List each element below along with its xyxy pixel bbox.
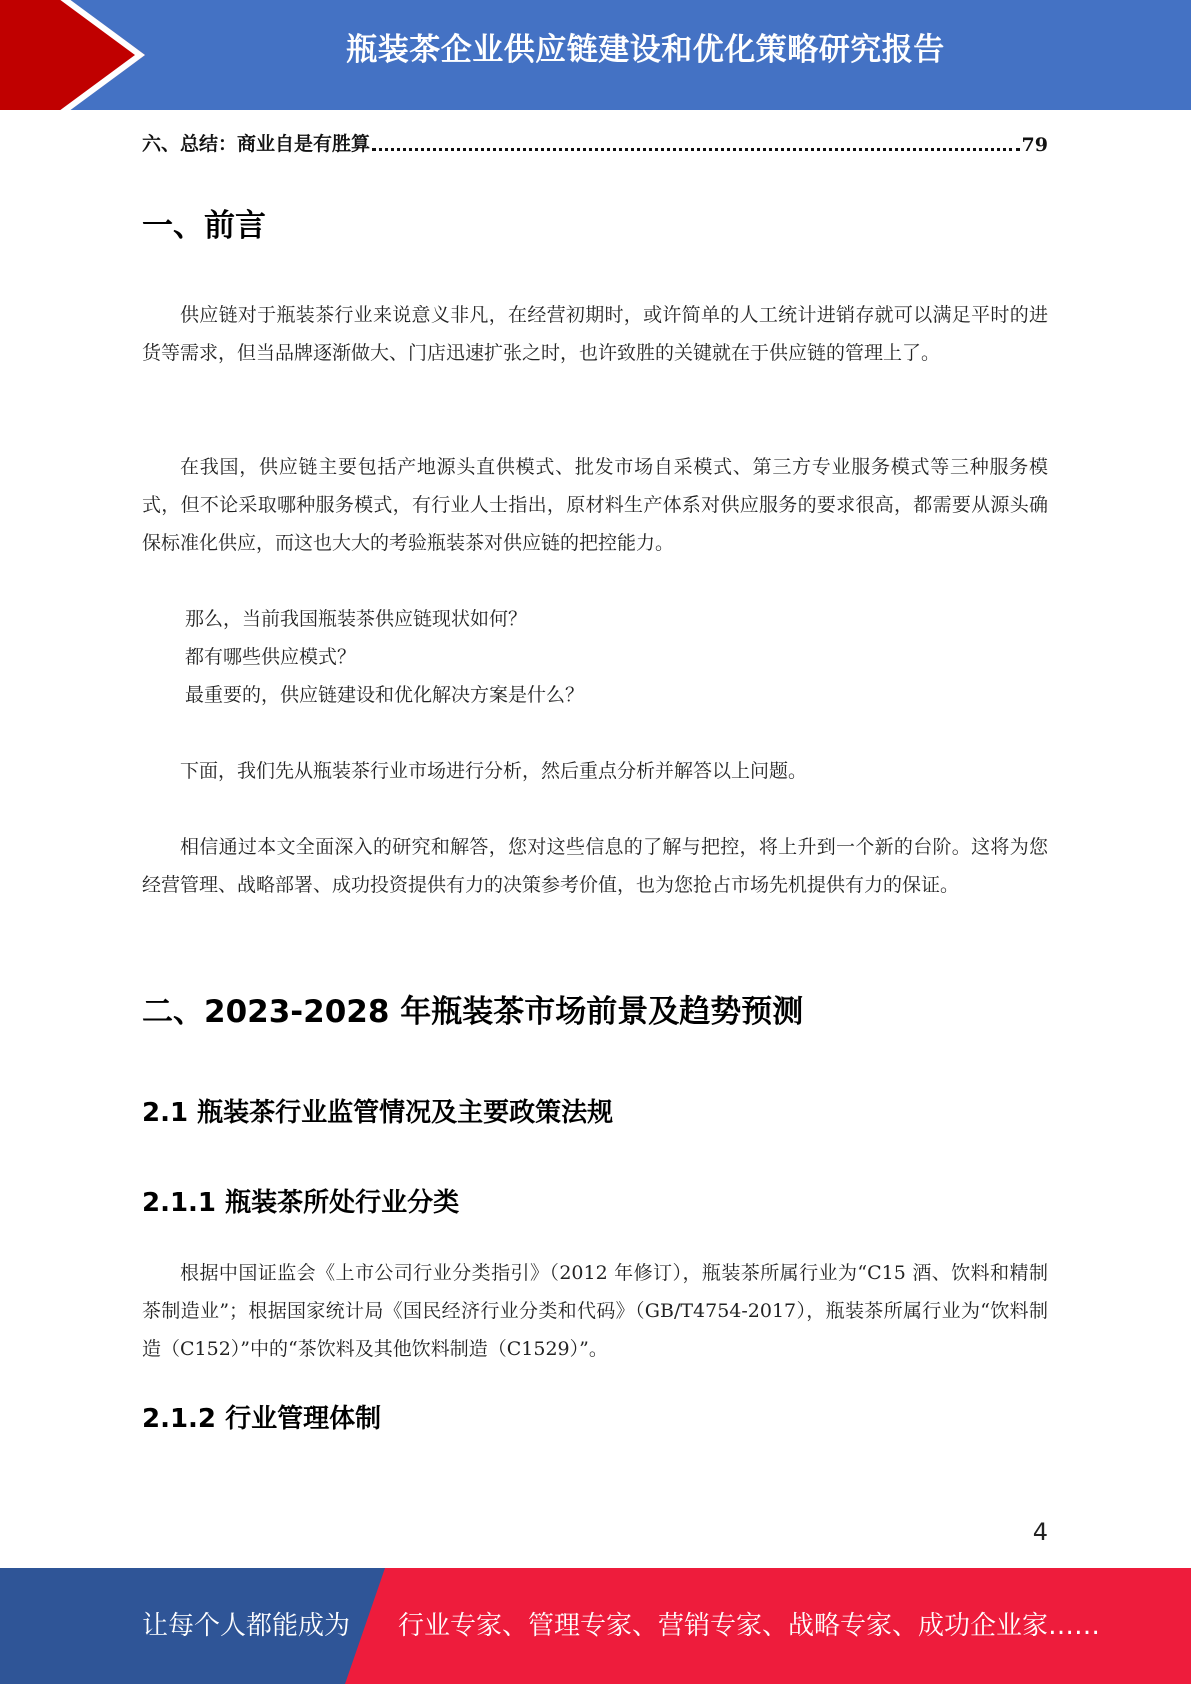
- footer-slogan-left: 让每个人都能成为: [142, 1611, 351, 1641]
- question-2: 都有哪些供应模式？: [185, 646, 357, 668]
- preface-paragraph-2-text: 在我国，供应链主要包括产地源头直供模式、批发市场自采模式、第三方专业服务模式等三种服务模式，但不论采取哪种服务模式，有行业人士指出，原材料生产体系对供应服务的要求很高，都需要从源头确保标准化供应，而这也大大的考验瓶装茶对供应链的把控能力。: [142, 456, 1048, 554]
- preface-paragraph-2: [142, 448, 1048, 562]
- page-footer: [0, 1568, 1191, 1684]
- question-3: 最重要的，供应链建设和优化解决方案是什么？: [185, 684, 585, 706]
- section-2-1-1-heading: 2.1.1 瓶装茶所处行业分类: [142, 1188, 460, 1218]
- toc-entry-page: 79: [1021, 134, 1048, 156]
- preface-paragraph-3: [142, 752, 1048, 790]
- section-2-1-1-body-text: 根据中国证监会《上市公司行业分类指引》（2012 年修订），瓶装茶所属行业为“C15 酒、饮料和精制茶制造业”；根据国家统计局《国民经济行业分类和代码》（GB/T4754-2017），瓶装茶所属行业为“饮料制造（C152）”中的“茶饮料及其他饮料制造（C1529）”。: [142, 1262, 1048, 1360]
- page-header: [0, 0, 1191, 110]
- question-1: 那么，当前我国瓶装茶供应链现状如何？: [185, 608, 528, 630]
- page-number: 4: [1032, 1518, 1048, 1546]
- section-2-1-1-body: [142, 1254, 1048, 1368]
- footer-slogan-right: 行业专家、管理专家、营销专家、战略专家、成功企业家……: [398, 1611, 1101, 1641]
- preface-paragraph-4-text: 相信通过本文全面深入的研究和解答，您对这些信息的了解与把控，将上升到一个新的台阶。这将为您经营管理、战略部署、成功投资提供有力的决策参考价值，也为您抢占市场先机提供有力的保证。: [142, 836, 1048, 896]
- preface-paragraph-3-text: 下面，我们先从瓶装茶行业市场进行分析，然后重点分析并解答以上问题。: [180, 760, 808, 782]
- preface-paragraph-4: [142, 828, 1048, 904]
- toc-entry[interactable]: [142, 130, 1048, 156]
- preface-heading: 一、前言: [142, 208, 266, 244]
- toc-entry-label: 六、总结：商业自是有胜算: [142, 133, 371, 155]
- toc-leader-dots: [372, 148, 1020, 151]
- section-2-1-heading: 2.1 瓶装茶行业监管情况及主要政策法规: [142, 1098, 614, 1128]
- preface-paragraph-1-text: 供应链对于瓶装茶行业来说意义非凡，在经营初期时，或许简单的人工统计进销存就可以满足平时的进货等需求，但当品牌逐渐做大、门店迅速扩张之时，也许致胜的关键就在于供应链的管理上了。: [142, 304, 1048, 364]
- preface-paragraph-1: [142, 296, 1048, 372]
- document-title: 瓶装茶企业供应链建设和优化策略研究报告: [346, 32, 945, 68]
- chapter-2-heading: 二、2023-2028 年瓶装茶市场前景及趋势预测: [142, 994, 804, 1030]
- section-2-1-2-heading: 2.1.2 行业管理体制: [142, 1404, 382, 1434]
